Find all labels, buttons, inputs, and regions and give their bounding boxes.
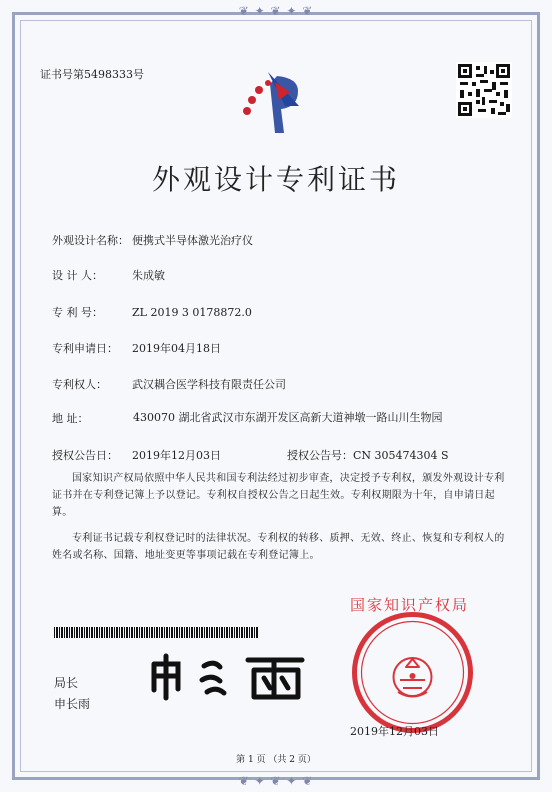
page-footer: 第 1 页 （共 2 页） <box>236 755 316 765</box>
qr-code <box>456 62 512 118</box>
legal-notice: 专利证书记载专利权登记时的法律状况。专利权的转移、质押、无效、终止、恢复和专利权人的姓名或名称、国籍、地址变更等事项记载在专利登记簿上。 <box>52 533 505 561</box>
designer-row <box>52 267 165 283</box>
designer-label: 设 计 人： <box>52 269 103 282</box>
stamp-date: 2019年12月03日 <box>350 725 439 738</box>
patentee-value: 武汉耦合医学科技有限责任公司 <box>132 378 286 391</box>
patent-number-row <box>52 304 252 320</box>
patent-number-label: 专 利 号： <box>52 306 103 319</box>
designer-value: 朱成敏 <box>132 269 165 282</box>
patentee-row <box>52 376 286 392</box>
design-name-label: 外观设计名称： <box>52 234 129 247</box>
top-ornament: ❦ ✦ ❦ ✦ ❦ <box>238 4 314 18</box>
grant-statement: 国家知识产权局依照中华人民共和国专利法经过初步审查，决定授予专利权，颁发外观设计专利证书并在专利登记簿上予以登记。专利权自授权公告之日起生效。专利权期限为十年，自申请日起算。 <box>52 473 505 518</box>
patentee-label: 专利权人： <box>52 378 107 391</box>
patent-number-value: ZL 2019 3 0178872.0 <box>132 306 252 319</box>
director-title: 局长 <box>54 676 79 690</box>
publication-date-value: 2019年12月03日 <box>132 449 221 462</box>
barcode <box>54 627 259 638</box>
application-date-value: 2019年04月18日 <box>132 342 221 355</box>
publication-date-label: 授权公告日： <box>52 449 118 462</box>
application-date-label: 专利申请日： <box>52 342 118 355</box>
certificate-number: 证书号第5498333号 <box>40 68 144 81</box>
patent-office-logo <box>232 64 318 136</box>
publication-number-value: CN 305474304 S <box>353 449 449 462</box>
publication-row <box>52 447 449 463</box>
application-date-row <box>52 340 221 356</box>
address-label: 地 址： <box>52 412 89 425</box>
design-name-value: 便携式半导体激光治疗仪 <box>132 234 253 247</box>
page-title: 外观设计专利证书 <box>151 163 400 196</box>
address-row <box>52 410 132 426</box>
bottom-ornament: ❦ ✦ ❦ ✦ ❦ <box>238 774 314 788</box>
seal-text: 国家知识产权局 <box>350 596 470 614</box>
address-value: 430070 湖北省武汉市东湖开发区高新大道神墩一路山川生物园 <box>133 411 443 424</box>
director-name: 申长雨 <box>54 697 91 711</box>
official-seal <box>350 596 475 735</box>
design-name-row <box>52 232 253 248</box>
publication-number-label: 授权公告号： <box>287 449 353 462</box>
director-signature <box>150 654 315 702</box>
